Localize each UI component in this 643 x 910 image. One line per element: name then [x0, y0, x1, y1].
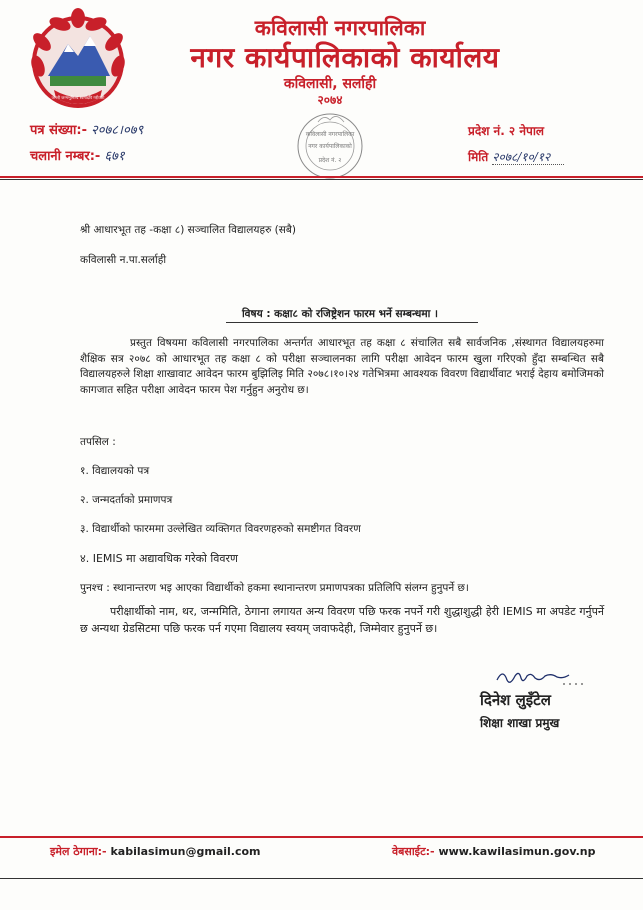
office-location: कविलासी, सर्लाही	[283, 76, 377, 92]
header-divider-black	[0, 179, 643, 180]
chalani-label: चलानी नम्बर:-	[30, 149, 101, 164]
patra-sankhya-label: पत्र संख्या:-	[30, 123, 87, 138]
chalani-row	[30, 144, 143, 170]
body-paragraph-2-text: परीक्षार्थीको नाम, थर, जन्ममिति, ठेगाना लगायत अन्य विवरण पछि फरक नपर्ने गरी शुद्धाशुद्धी हेरी IEMIS मा अपडेट गर्नुपर्ने छ अन्यथा ग्रेडसिटमा पछि फरक पर्न गएमा विद्यालय स्वयम् जवाफदेही, जिम्मेवार हुनुपर्ने छ।	[80, 605, 604, 635]
office-seal-icon	[280, 92, 380, 184]
list-item: ४. IEMIS मा अद्यावधिक गरेको विवरण	[80, 552, 238, 565]
footer-website	[392, 844, 595, 859]
body-paragraph-1	[80, 336, 604, 398]
header-divider-red	[0, 176, 643, 178]
postscript: पुनश्च : स्थानान्तरण भइ आएका विद्यार्थीको हकमा स्थानान्तरण प्रमाणपत्रका प्रतिलिपि संलग्न हुनुपर्ने छ।	[80, 582, 469, 594]
reference-block	[30, 118, 143, 170]
subject-line: विषय : कक्षा८ को रजिष्ट्रेशन फारम भर्ने सम्बन्धमा ।	[241, 308, 439, 320]
signature-icon	[493, 666, 593, 688]
signatory-title: शिक्षा शाखा प्रमुख	[480, 716, 560, 730]
website-link[interactable]: www.kawilasimun.gov.np	[438, 845, 596, 858]
municipality-name: कविलासी नगरपालिका	[254, 16, 426, 40]
miti-label: मिति	[468, 150, 489, 164]
email-label: इमेल ठेगाना:-	[50, 845, 107, 858]
patra-sankhya-value: २०७८।०७९	[90, 123, 144, 138]
list-item: २. जन्मदर्ताको प्रमाणपत्र	[80, 494, 173, 506]
svg-text:कविलासी नगरपालिका: कविलासी नगरपालिका	[305, 131, 355, 138]
pradesh-text: प्रदेश नं. २ नेपाल	[468, 124, 545, 138]
email-link[interactable]: kabilasimun@gmail.com	[110, 845, 261, 858]
addressee-line-1: श्री आधारभूत तह -कक्षा ८) सञ्चालित विद्यालयहरु (सबै)	[80, 224, 296, 236]
list-item: ३. विद्यार्थीको फारममा उल्लेखित व्यक्तिगत विवरणहरुको समष्टीगत विवरण	[80, 523, 361, 535]
footer-divider-red	[0, 836, 643, 838]
miti-value: २०७८/१०/१२	[492, 150, 564, 165]
footer-email	[50, 844, 261, 859]
svg-text:जननी जन्मभूमिश्च स्वर्गादपि गर: जननी जन्मभूमिश्च स्वर्गादपि गरीयसी	[51, 95, 105, 100]
miti-row	[468, 144, 564, 170]
signatory-name: दिनेश लुइँटेल	[480, 691, 551, 709]
website-label: वेबसाईट:-	[392, 845, 435, 858]
body-paragraph-2	[80, 603, 604, 637]
nepal-emblem-icon	[24, 6, 132, 114]
svg-text:२०७४: २०७४	[317, 93, 343, 107]
svg-text:प्रदेश नं. २: प्रदेश नं. २	[318, 157, 342, 164]
patra-sankhya-row	[30, 118, 143, 144]
office-name: नगर कार्यपालिकाको कार्यालय	[190, 41, 500, 74]
addressee-line-2: कविलासी न.पा.सर्लाही	[80, 254, 167, 266]
footer-divider-black	[0, 878, 643, 879]
body-paragraph-1-text: प्रस्तुत विषयमा कविलासी नगरपालिका अन्तर्गत आधारभूत तह कक्षा ८ संचालित सबै सार्वजनिक ,संस्थागत विद्यालयहरुमा शैक्षिक सत्र २०७८ को आधारभूत तह कक्षा ८ को परीक्षा सञ्चालनका लागि परीक्षा आवेदन फारम खुला गरिएको हुँदा सम्बन्धित सबै विद्यालयहरुले शिक्षा शाखावाट आवेदन फारम बुझिलिइ मिति २०७८।१०।२४ गतेभित्रमा आवश्यक विवरण विद्यार्थीवाट भराई देहाय बमोजिमको कागजात सहित परीक्षा आवेदन फारम पेश गर्नुहुन अनुरोध छ।	[80, 337, 604, 396]
tapsil-heading: तपसिल :	[80, 436, 116, 448]
svg-text:नगर कार्यपालिकाको: नगर कार्यपालिकाको	[308, 143, 352, 150]
chalani-value: ६७१	[104, 149, 125, 164]
list-item: १. विद्यालयको पत्र	[80, 465, 150, 477]
subject-underline	[226, 322, 478, 323]
reference-right-block	[468, 118, 564, 170]
